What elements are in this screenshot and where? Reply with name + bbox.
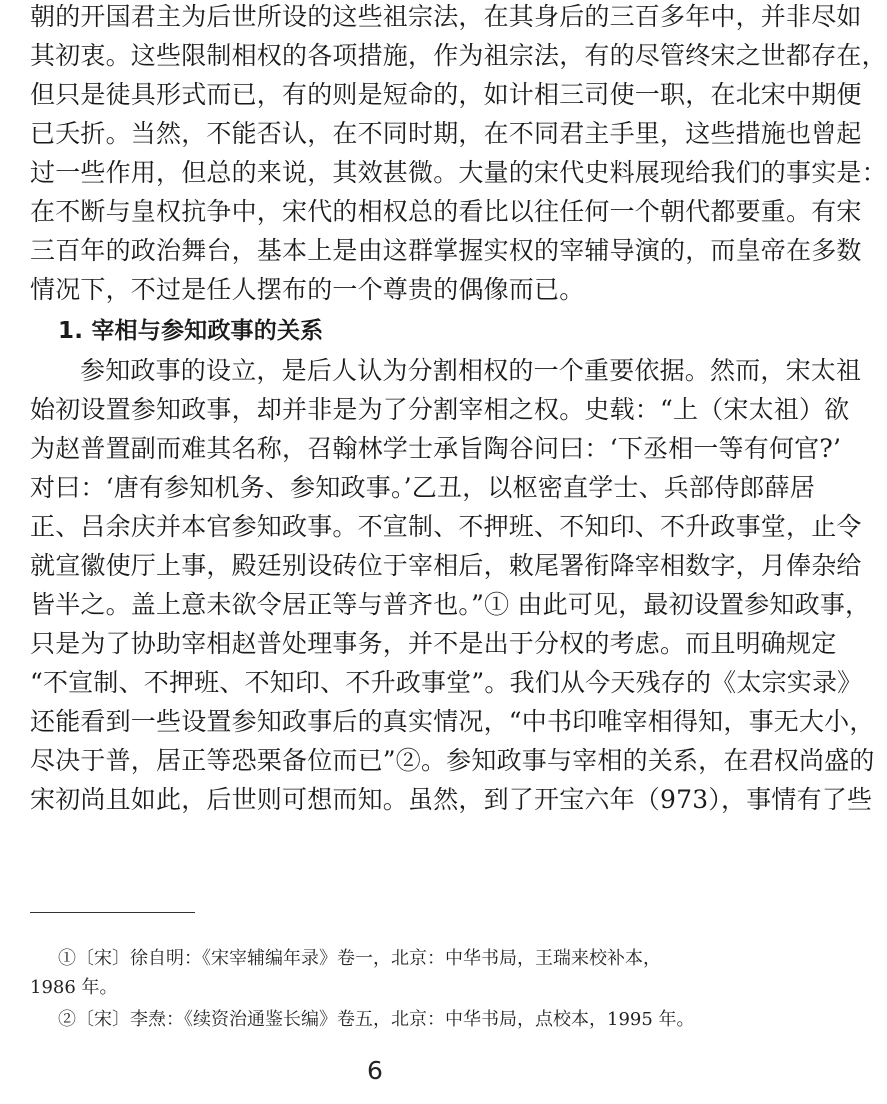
- page-number: 6: [367, 1056, 383, 1085]
- body-line: 只是为了协助宰相赵普处理事务，并不是出于分权的考虑。而且明确规定: [30, 629, 837, 658]
- body-line: 过一些作用，但总的来说，其效甚微。大量的宋代史料展现给我们的事实是：: [30, 158, 887, 187]
- footnote-rule: [30, 912, 195, 913]
- body-line: 对曰：‘唐有参知机务、参知政事。’乙丑，以枢密直学士、兵部侍郎薛居: [30, 473, 815, 502]
- body-line: 已夭折。当然，不能否认，在不同时期，在不同君主手里，这些措施也曾起: [30, 119, 862, 148]
- body-line: 宋初尚且如此，后世则可想而知。虽然，到了开宝六年（973），事情有了些: [30, 785, 873, 814]
- body-line: “不宣制、不押班、不知印、不升政事堂”。我们从今天残存的《太宗实录》: [30, 668, 863, 697]
- body-line: 为赵普置副而难其名称，召翰林学士承旨陶谷问曰：‘下丞相一等有何官?’: [30, 434, 842, 463]
- section-heading: 1. 宰相与参知政事的关系: [58, 318, 324, 344]
- body-line: 尽决于普，居正等恐栗备位而已”②。参知政事与宰相的关系，在君权尚盛的: [30, 746, 875, 775]
- body-line: 就宣徽使厅上事，殿廷别设砖位于宰相后，敕尾署衔降宰相数字，月俸杂给: [30, 551, 862, 580]
- body-line: 还能看到一些设置参知政事后的真实情况，“中书印唯宰相得知，事无大小，: [30, 707, 875, 736]
- body-line: 始初设置参知政事，却并非是为了分割宰相之权。史载：“上（宋太祖）欲: [30, 395, 850, 424]
- body-line: 朝的开国君主为后世所设的这些祖宗法，在其身后的三百多年中，并非尽如: [30, 2, 862, 31]
- footnote: ①〔宋〕徐自明：《宋宰辅编年录》卷一，北京：中华书局，王瑞来校补本，: [58, 948, 661, 969]
- body-line: 参知政事的设立，是后人认为分割相权的一个重要依据。然而，宋太祖: [80, 356, 862, 385]
- body-line: 情况下，不过是任人摆布的一个尊贵的偶像而已。: [30, 275, 585, 304]
- body-line: 三百年的政治舞台，基本上是由这群掌握实权的宰辅导演的，而皇帝在多数: [30, 236, 862, 265]
- footnote: ②〔宋〕李焘：《续资治通鉴长编》卷五，北京：中华书局，点校本，1995 年。: [58, 1009, 695, 1030]
- body-line: 皆半之。盖上意未欲令居正等与普齐也。”① 由此可见，最初设置参知政事，: [30, 590, 871, 619]
- footnote-continuation: 1986 年。: [30, 977, 118, 998]
- body-line: 其初衷。这些限制相权的各项措施，作为祖宗法，有的尽管终宋之世都存在，: [30, 41, 887, 70]
- body-line: 但只是徒具形式而已，有的则是短命的，如计相三司使一职，在北宋中期便: [30, 80, 862, 109]
- body-line: 在不断与皇权抗争中，宋代的相权总的看比以往任何一个朝代都要重。有宋: [30, 197, 862, 226]
- body-line: 正、吕余庆并本官参知政事。不宣制、不押班、不知印、不升政事堂，止令: [30, 512, 862, 541]
